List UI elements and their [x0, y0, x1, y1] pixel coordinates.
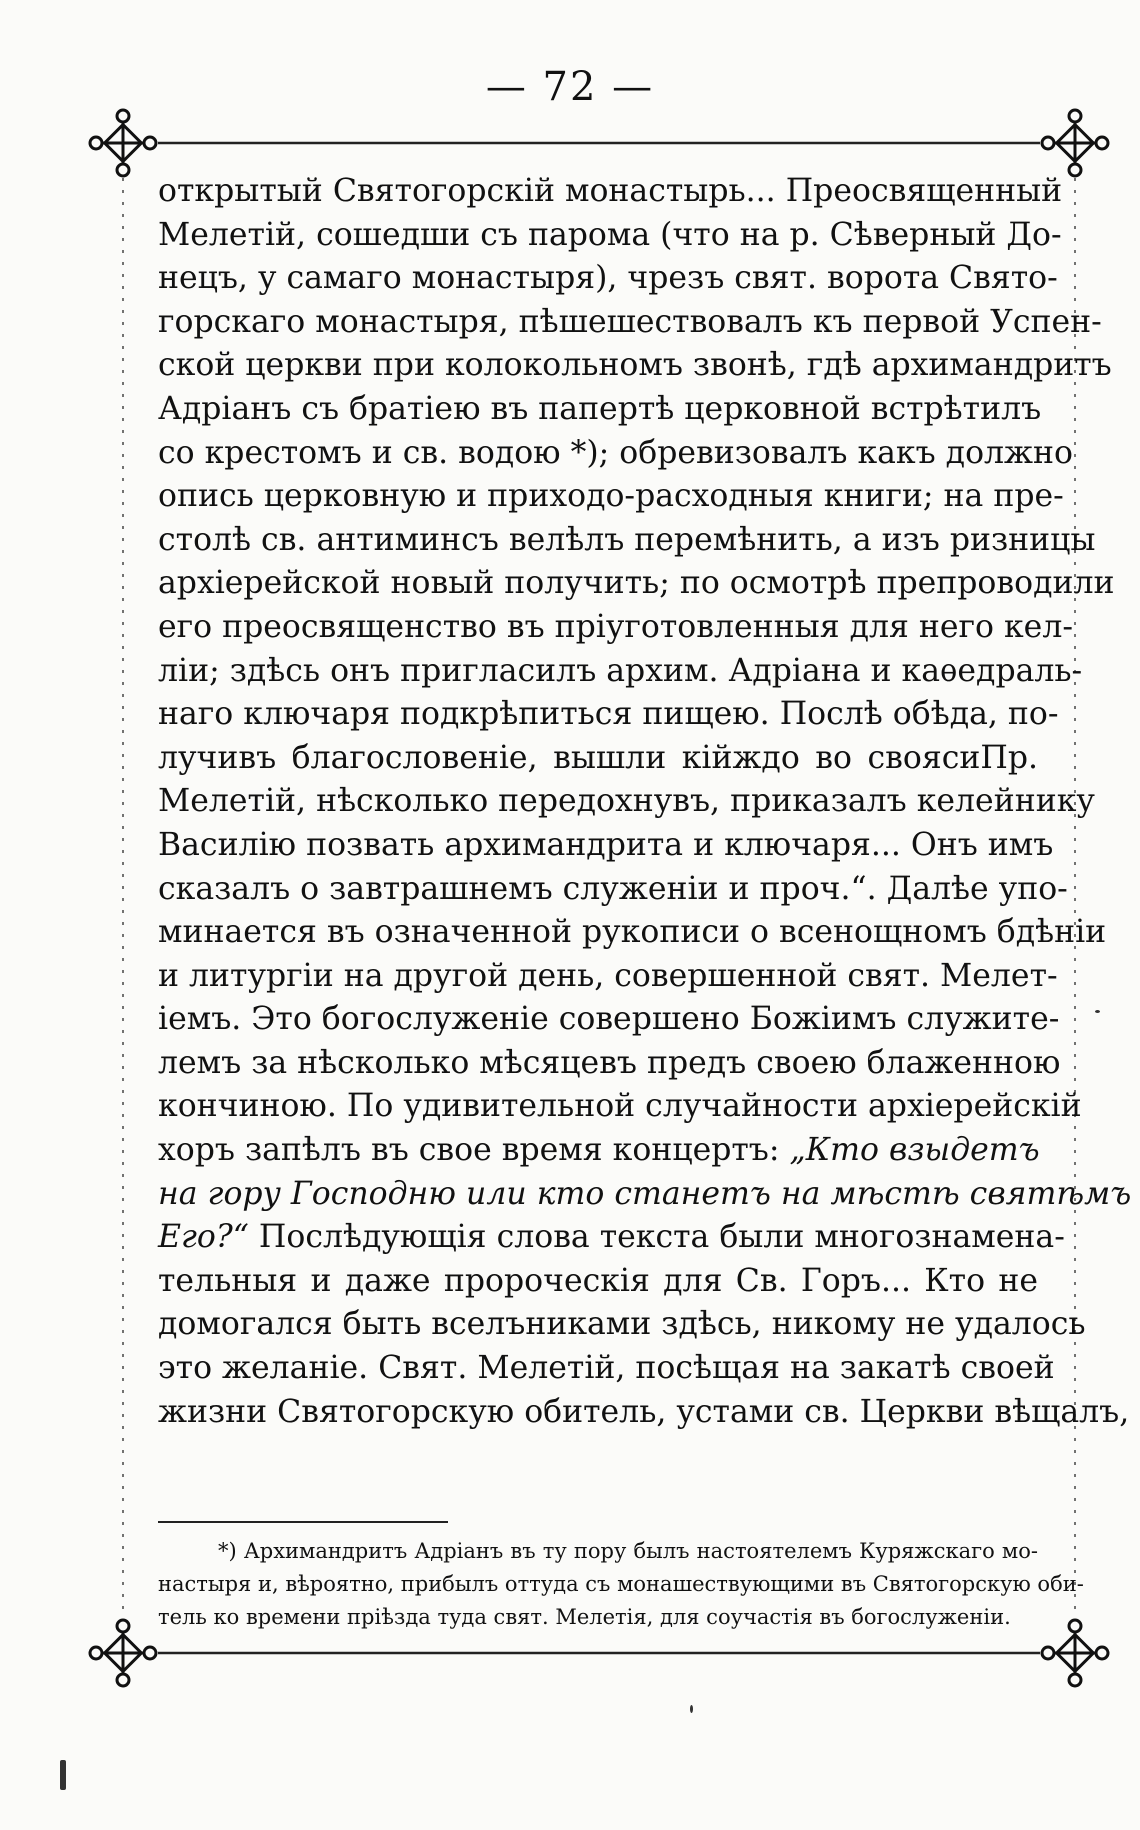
scan-speck	[60, 1760, 66, 1790]
text-line: нецъ, у самаго монастыря), чрезъ свят. ворота Свято-	[158, 260, 1058, 297]
text-line: это желаніе. Свят. Мелетій, посѣщая на закатѣ своей	[158, 1350, 1055, 1387]
quote-italic: Его?“	[158, 1219, 249, 1256]
body-text	[158, 170, 1132, 1434]
text-line: Василію позвать архимандрита и ключаря... Онъ имъ	[158, 826, 1054, 863]
text-span: хоръ запѣлъ въ свое время концертъ:	[158, 1132, 780, 1169]
footnote-line: *) Архимандритъ Адріанъ въ ту пору былъ настоятелемъ Куряжскаго мо-	[218, 1539, 1038, 1563]
corner-ornament-icon	[1040, 108, 1110, 178]
text-line: кончиною. По удивительной случайности архіерейскій	[158, 1088, 1082, 1125]
text-line: открытый Святогорскій монастырь... Преосвященный	[158, 173, 1063, 209]
text-line: архіерейской новый получить; по осмотрѣ препроводили	[158, 565, 1115, 602]
text-line: ліи; здѣсь онъ пригласилъ архим. Адріана и каѳедраль-	[158, 652, 1083, 689]
footnote	[158, 1535, 1084, 1634]
text-line: лемъ за нѣсколько мѣсяцевъ предъ своею блаженною	[158, 1044, 1061, 1081]
text-line: домогался быть вселъниками здѣсь, никому не удалось	[158, 1306, 1086, 1343]
text-line: іемъ. Это богослуженіе совершено Божіимъ служите-	[158, 1001, 1060, 1038]
text-line: его преосвященство въ пріуготовленныя для него кел-	[158, 608, 1073, 645]
text-line: лучивъ благословеніе, вышли кійждо во своясиПр.	[158, 739, 1038, 776]
text-line: жизни Святогорскую обитель, устами св. Церкви вѣщалъ,	[158, 1393, 1130, 1430]
text-line: Мелетій, нѣсколько передохнувъ, приказалъ келейнику	[158, 783, 1095, 820]
text-line	[158, 1129, 1038, 1173]
corner-ornament-icon	[88, 1618, 158, 1688]
text-span: Послѣдующія слова текста были многознамена-	[258, 1219, 1065, 1256]
text-line	[158, 1216, 1065, 1260]
text-line: Адріанъ съ братіею въ папертѣ церковной встрѣтилъ	[158, 390, 1042, 427]
text-line: и литургіи на другой день, совершенной свят. Мелет-	[158, 957, 1058, 994]
footnote-line: тель ко времени пріѣзда туда свят. Мелетія, для соучастія въ богослуженіи.	[158, 1605, 1011, 1629]
corner-ornament-icon	[1040, 1618, 1110, 1688]
text-line: тельныя и даже пророческія для Св. Горъ... Кто не	[158, 1262, 1038, 1299]
quote-italic: на гору Господню или кто станетъ на мѣстѣ святѣмъ	[158, 1175, 1132, 1212]
text-line: ской церкви при колокольномъ звонѣ, гдѣ архимандритъ	[158, 347, 1112, 384]
footnote-line: настыря и, вѣроятно, прибылъ оттуда съ монашествующими въ Святогорскую оби-	[158, 1572, 1084, 1596]
text-line: наго ключаря подкрѣпиться пищею. Послѣ обѣда, по-	[158, 696, 1059, 733]
scan-speck	[690, 1705, 693, 1713]
footnote-divider	[158, 1521, 448, 1523]
text-line: горскаго монастыря, пѣшешествовалъ къ первой Успен-	[158, 303, 1102, 340]
corner-ornament-icon	[88, 108, 158, 178]
text-line: сказалъ о завтрашнемъ служеніи и проч.“. Далѣе упо-	[158, 870, 1068, 907]
scan-speck	[1095, 1010, 1100, 1013]
text-line: столѣ св. антиминсъ велѣлъ перемѣнить, а изъ ризницы	[158, 521, 1096, 558]
text-line: опись церковную и приходо-расходныя книги; на пре-	[158, 478, 1064, 515]
text-line: Мелетій, сошедши съ парома (что на р. Сѣверный До-	[158, 216, 1062, 253]
text-line: со крестомъ и св. водою *); обревизовалъ какъ должно	[158, 434, 1073, 471]
page-number: — 72 —	[485, 64, 655, 110]
quote-italic: „Кто взыдетъ	[789, 1132, 1040, 1169]
text-line: минается въ означенной рукописи о всенощномъ бдѣніи	[158, 914, 1107, 951]
